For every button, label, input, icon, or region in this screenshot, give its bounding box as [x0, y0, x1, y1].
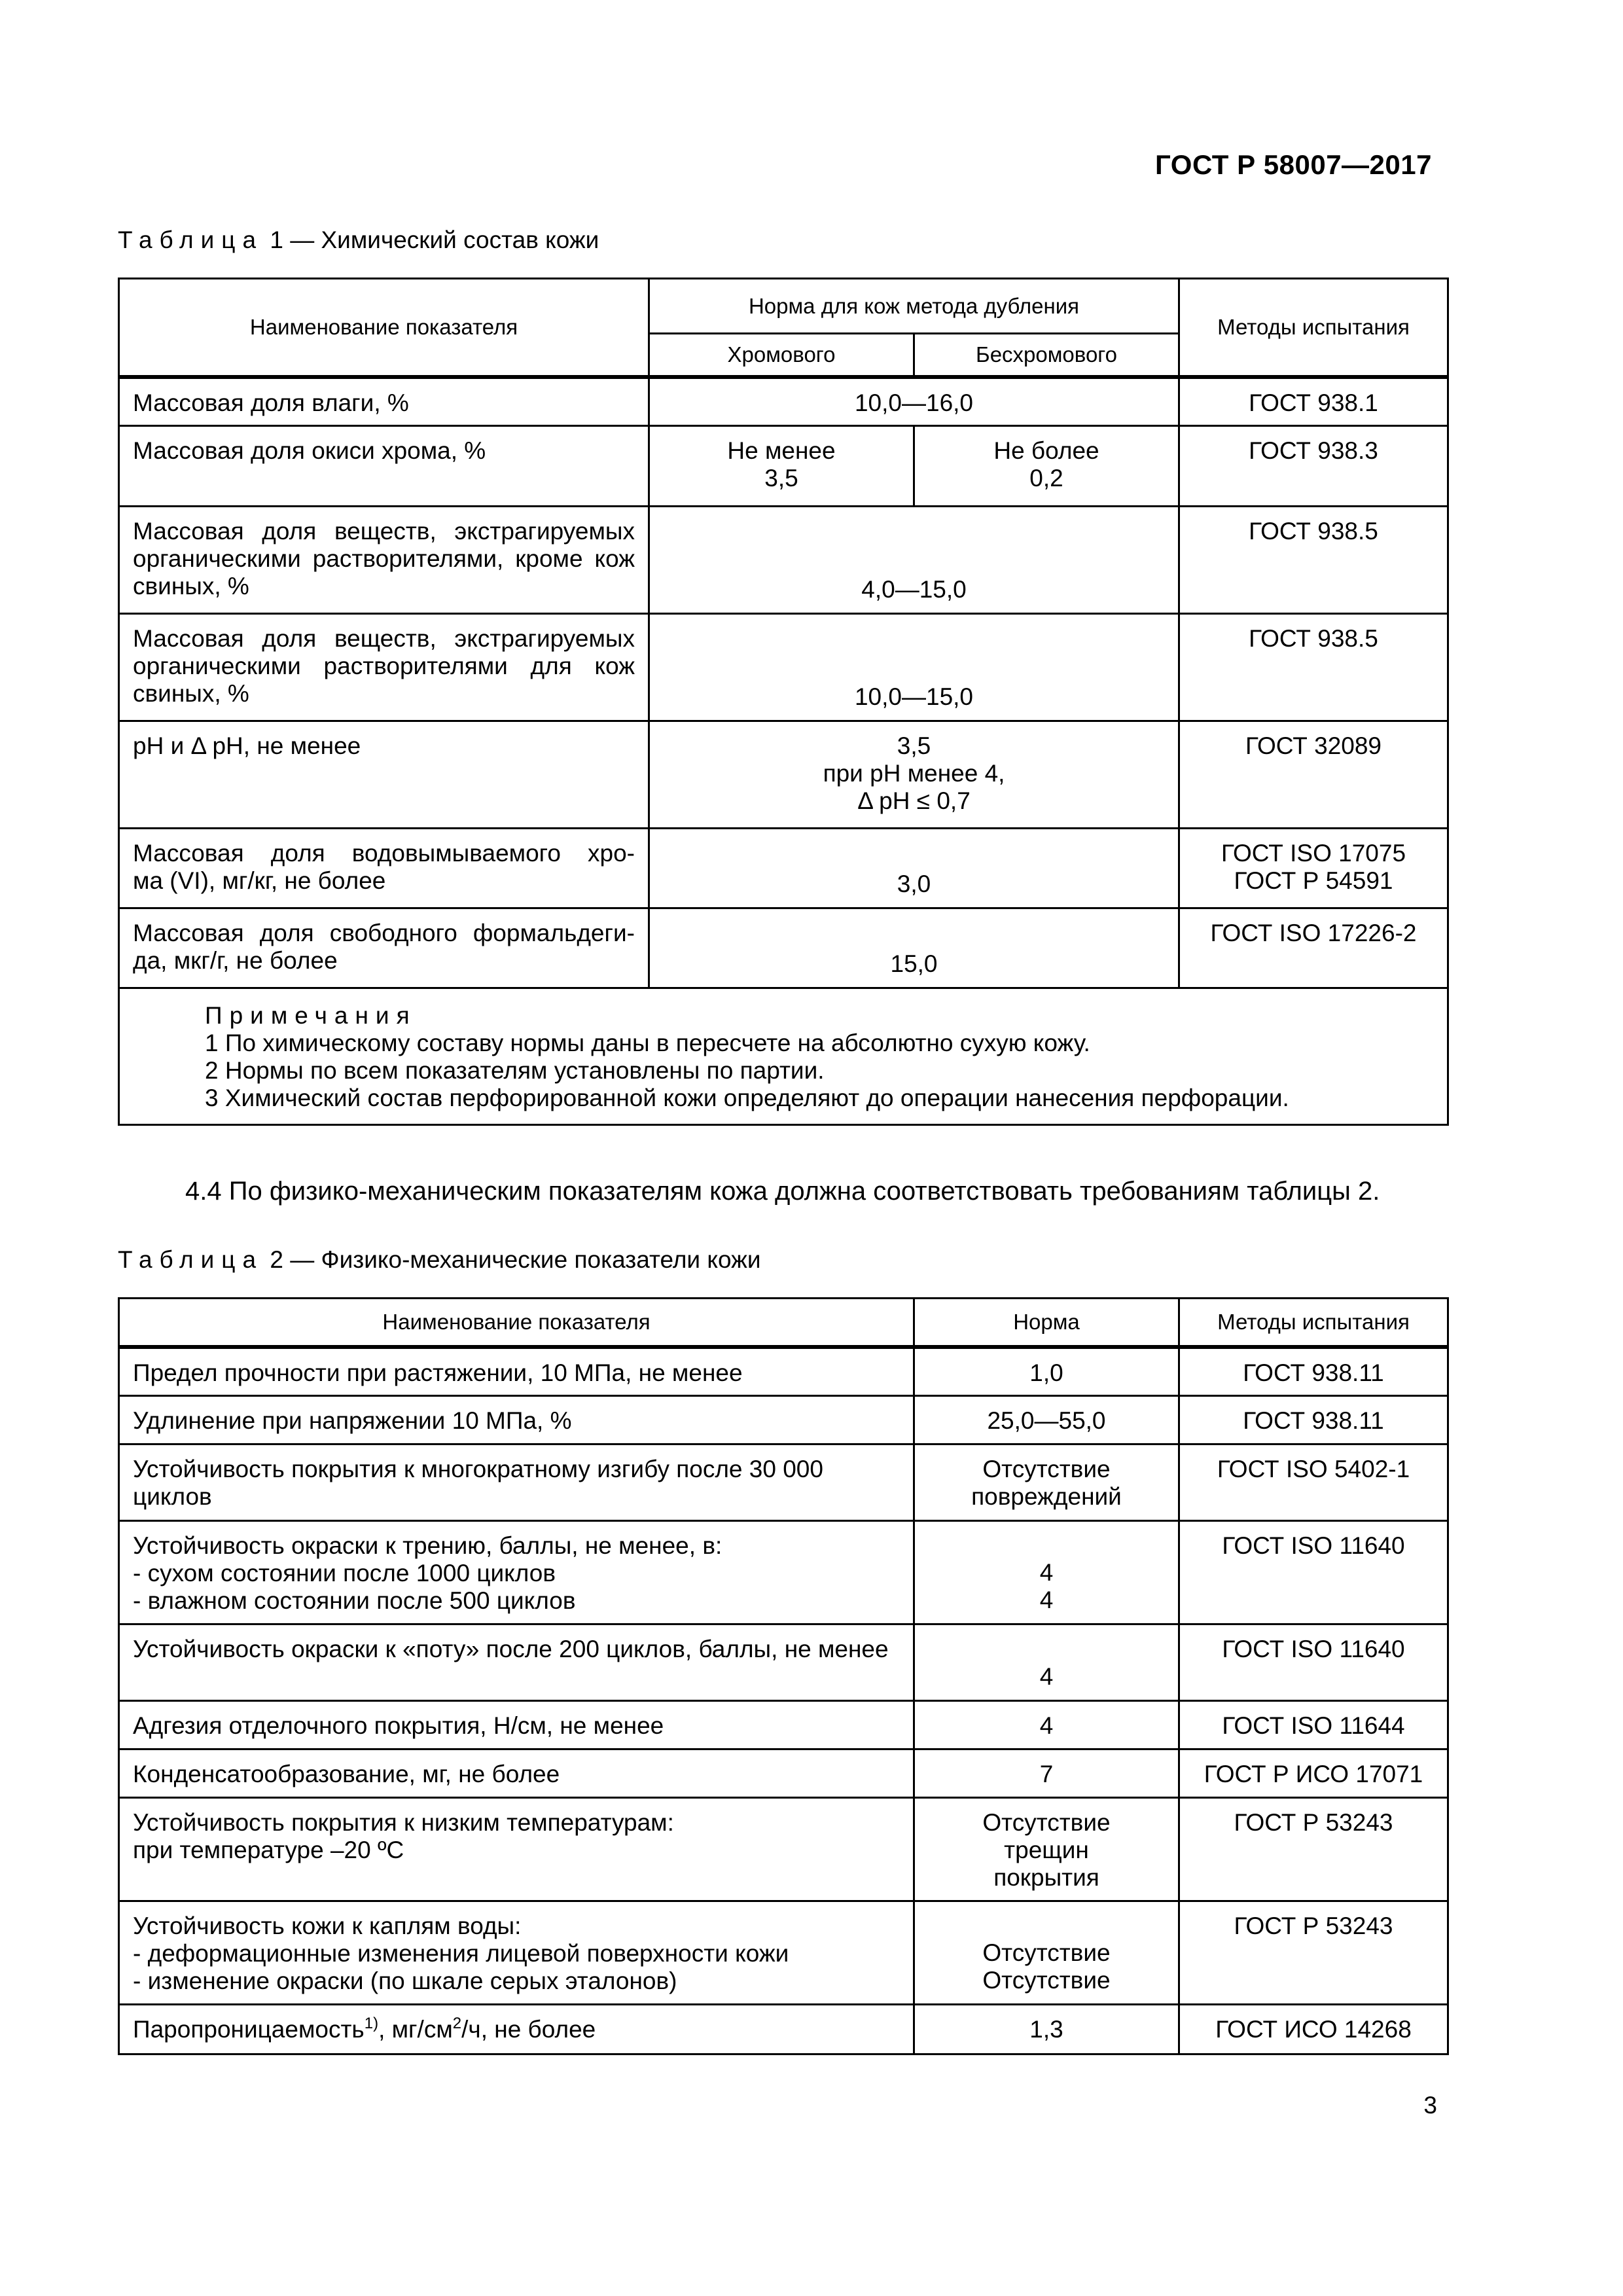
- table-row: [119, 614, 1448, 721]
- row-name: [119, 1901, 914, 2005]
- row-method: ГОСТ 938.1: [1179, 377, 1448, 426]
- table1-notes: [119, 988, 1448, 1125]
- name-part: /ч, не более: [461, 2016, 596, 2043]
- row-norm: 15,0: [649, 908, 1179, 988]
- unit-exponent: 2: [452, 2015, 462, 2032]
- table-row: [119, 377, 1448, 426]
- table1-head-norm: Норма для кож метода дубления: [649, 279, 1179, 334]
- paragraph-4-4: 4.4 По физико-механическим показателям кожа должна соответствовать требованиям таблицы 2.: [185, 1177, 1380, 1206]
- name-line: - деформационные изменения лицевой поверхности кожи: [133, 1940, 789, 1967]
- table1: [118, 278, 1449, 1126]
- table2-head-methods: Методы испытания: [1179, 1299, 1448, 1347]
- row-name: pH и Δ pH, не менее: [119, 721, 649, 829]
- page-number: 3: [1423, 2092, 1437, 2119]
- norm-line: 4: [1039, 1587, 1054, 1613]
- name-line: свиных, %: [133, 680, 249, 707]
- table1-head-chrome: Хромового: [649, 334, 914, 377]
- table-row: [119, 829, 1448, 908]
- row-method: ГОСТ 938.3: [1179, 426, 1448, 507]
- table1-notes-row: [119, 988, 1448, 1125]
- row-name: [119, 614, 649, 721]
- table-row: [119, 721, 1448, 829]
- name-line: - влажном состоянии после 500 циклов: [133, 1587, 576, 1614]
- row-method: ГОСТ Р 53243: [1179, 1901, 1448, 2005]
- method-line: ГОСТ Р 54591: [1234, 867, 1393, 894]
- note-item: 3 Химический состав перфорированной кожи определяют до операции нанесения перфорации.: [205, 1085, 1289, 1111]
- table1-head-chromefree: Бесхромового: [914, 334, 1179, 377]
- table2-caption: [118, 1246, 761, 1274]
- row-norm: 10,0—15,0: [649, 614, 1179, 721]
- norm-line: Отсутствие: [982, 1809, 1111, 1836]
- row-method: ГОСТ ISO 17226-2: [1179, 908, 1448, 988]
- table2-caption-text: 2 — Физико-механические показатели кожи: [270, 1246, 761, 1273]
- norm-line: Не более: [993, 437, 1099, 464]
- row-name: [119, 507, 649, 614]
- norm-line: 3,5: [897, 732, 931, 759]
- table-row: [119, 1749, 1448, 1798]
- row-method: ГОСТ 938.11: [1179, 1347, 1448, 1396]
- norm-line: трещин: [1004, 1837, 1089, 1863]
- table-row: [119, 2005, 1448, 2054]
- table2-head-name: Наименование показателя: [119, 1299, 914, 1347]
- table1-caption-word: Таблица: [118, 226, 264, 253]
- row-norm: [914, 1444, 1179, 1521]
- row-name: Конденсатообразование, мг, не более: [119, 1749, 914, 1798]
- table1-head-methods: Методы испытания: [1179, 279, 1448, 377]
- row-method: ГОСТ ISO 5402-1: [1179, 1444, 1448, 1521]
- row-norm: [649, 721, 1179, 829]
- table2-header-row: [119, 1299, 1448, 1347]
- row-method: ГОСТ ИСО 14268: [1179, 2005, 1448, 2054]
- row-method: ГОСТ 32089: [1179, 721, 1448, 829]
- row-norm: 4: [914, 1624, 1179, 1701]
- table-row: [119, 1624, 1448, 1701]
- norm-line: покрытия: [993, 1864, 1099, 1891]
- row-method: ГОСТ ISO 11644: [1179, 1701, 1448, 1749]
- norm-line: 3,5: [764, 465, 798, 492]
- row-method: ГОСТ Р 53243: [1179, 1798, 1448, 1901]
- standard-number: ГОСТ Р 58007—2017: [1155, 149, 1432, 180]
- name-line: Массовая доля свободного формальдеги-: [133, 920, 635, 946]
- norm-line: Не менее: [727, 437, 836, 464]
- notes-title: Примечания: [205, 1002, 417, 1029]
- footnote-marker: 1): [364, 2015, 379, 2032]
- row-norm: 4: [914, 1701, 1179, 1749]
- table-row: [119, 1798, 1448, 1901]
- norm-line: Отсутствие: [982, 1939, 1111, 1966]
- table2-head-norm: Норма: [914, 1299, 1179, 1347]
- row-name: Удлинение при напряжении 10 МПа, %: [119, 1396, 914, 1444]
- row-name: [119, 1521, 914, 1624]
- row-norm: 25,0—55,0: [914, 1396, 1179, 1444]
- name-line: - изменение окраски (по шкале серых эталонов): [133, 1967, 677, 1994]
- row-norm: [914, 1521, 1179, 1624]
- norm-line: 4: [1039, 1559, 1054, 1586]
- table2-caption-word: Таблица: [118, 1246, 264, 1273]
- table-row: [119, 1521, 1448, 1624]
- method-line: ГОСТ ISO 17075: [1221, 840, 1406, 867]
- row-name: Массовая доля влаги, %: [119, 377, 649, 426]
- row-name: Предел прочности при растяжении, 10 МПа, не менее: [119, 1347, 914, 1396]
- table1-caption-text: 1 — Химический состав кожи: [270, 226, 599, 253]
- table1-header-row: [119, 279, 1448, 334]
- row-method: ГОСТ 938.5: [1179, 507, 1448, 614]
- table1-caption: [118, 226, 599, 254]
- name-line: свиных, %: [133, 573, 249, 600]
- name-line: Массовая доля водовымываемого хро-: [133, 840, 635, 867]
- table-row: [119, 1444, 1448, 1521]
- name-line: при температуре –20 ºС: [133, 1837, 404, 1863]
- table-row: [119, 908, 1448, 988]
- row-method: ГОСТ ISO 11640: [1179, 1521, 1448, 1624]
- name-line: Устойчивость окраски к трению, баллы, не менее, в:: [133, 1532, 722, 1559]
- row-name: [119, 1798, 914, 1901]
- row-method: ГОСТ 938.11: [1179, 1396, 1448, 1444]
- row-name: [119, 829, 649, 908]
- row-norm: 1,3: [914, 2005, 1179, 2054]
- row-norm: 4,0—15,0: [649, 507, 1179, 614]
- name-line: органическими растворителями, кроме кож: [133, 545, 635, 572]
- norm-line: Δ pH ≤ 0,7: [857, 787, 971, 814]
- row-name: [119, 2005, 914, 2054]
- note-item: 2 Нормы по всем показателям установлены по партии.: [205, 1057, 825, 1084]
- row-norm-chrome: [649, 426, 914, 507]
- row-name: [119, 908, 649, 988]
- row-norm: [914, 1901, 1179, 2005]
- table-row: [119, 507, 1448, 614]
- table2: [118, 1297, 1449, 2055]
- name-line: ма (VI), мг/кг, не более: [133, 867, 386, 894]
- table1-head-name: Наименование показателя: [119, 279, 649, 377]
- row-method: ГОСТ Р ИСО 17071: [1179, 1749, 1448, 1798]
- table-row: [119, 1901, 1448, 2005]
- name-line: Массовая доля веществ, экстрагируемых: [133, 625, 635, 652]
- name-part: Паропроницаемость: [133, 2016, 365, 2043]
- norm-line: Отсутствие: [982, 1456, 1111, 1482]
- row-norm: 7: [914, 1749, 1179, 1798]
- row-norm: 3,0: [649, 829, 1179, 908]
- table-row: [119, 1701, 1448, 1749]
- row-norm: 1,0: [914, 1347, 1179, 1396]
- row-norm: 10,0—16,0: [649, 377, 1179, 426]
- row-name: Массовая доля окиси хрома, %: [119, 426, 649, 507]
- row-name: Адгезия отделочного покрытия, Н/см, не менее: [119, 1701, 914, 1749]
- row-method: ГОСТ ISO 11640: [1179, 1624, 1448, 1701]
- name-line: да, мкг/г, не более: [133, 947, 338, 974]
- name-line: - сухом состоянии после 1000 циклов: [133, 1560, 556, 1587]
- row-method: [1179, 829, 1448, 908]
- row-name: Устойчивость покрытия к многократному изгибу после 30 000 циклов: [119, 1444, 914, 1521]
- table-row: [119, 1396, 1448, 1444]
- table-row: [119, 426, 1448, 507]
- name-line: органическими растворителями для кож: [133, 653, 635, 679]
- name-line: Устойчивость покрытия к низким температурам:: [133, 1809, 674, 1836]
- name-line: Устойчивость кожи к каплям воды:: [133, 1912, 522, 1939]
- row-name: Устойчивость окраски к «поту» после 200 циклов, баллы, не менее: [119, 1624, 914, 1701]
- row-norm: [914, 1798, 1179, 1901]
- norm-line: 0,2: [1029, 465, 1063, 492]
- norm-line: повреждений: [971, 1483, 1122, 1510]
- name-line: Массовая доля веществ, экстрагируемых: [133, 518, 635, 545]
- name-part: , мг/см: [378, 2016, 453, 2043]
- norm-line: при pH менее 4,: [823, 760, 1005, 787]
- norm-line: Отсутствие: [982, 1967, 1111, 1994]
- row-method: ГОСТ 938.5: [1179, 614, 1448, 721]
- note-item: 1 По химическому составу нормы даны в пересчете на абсолютно сухую кожу.: [205, 1030, 1090, 1056]
- row-norm-chromefree: [914, 426, 1179, 507]
- table-row: [119, 1347, 1448, 1396]
